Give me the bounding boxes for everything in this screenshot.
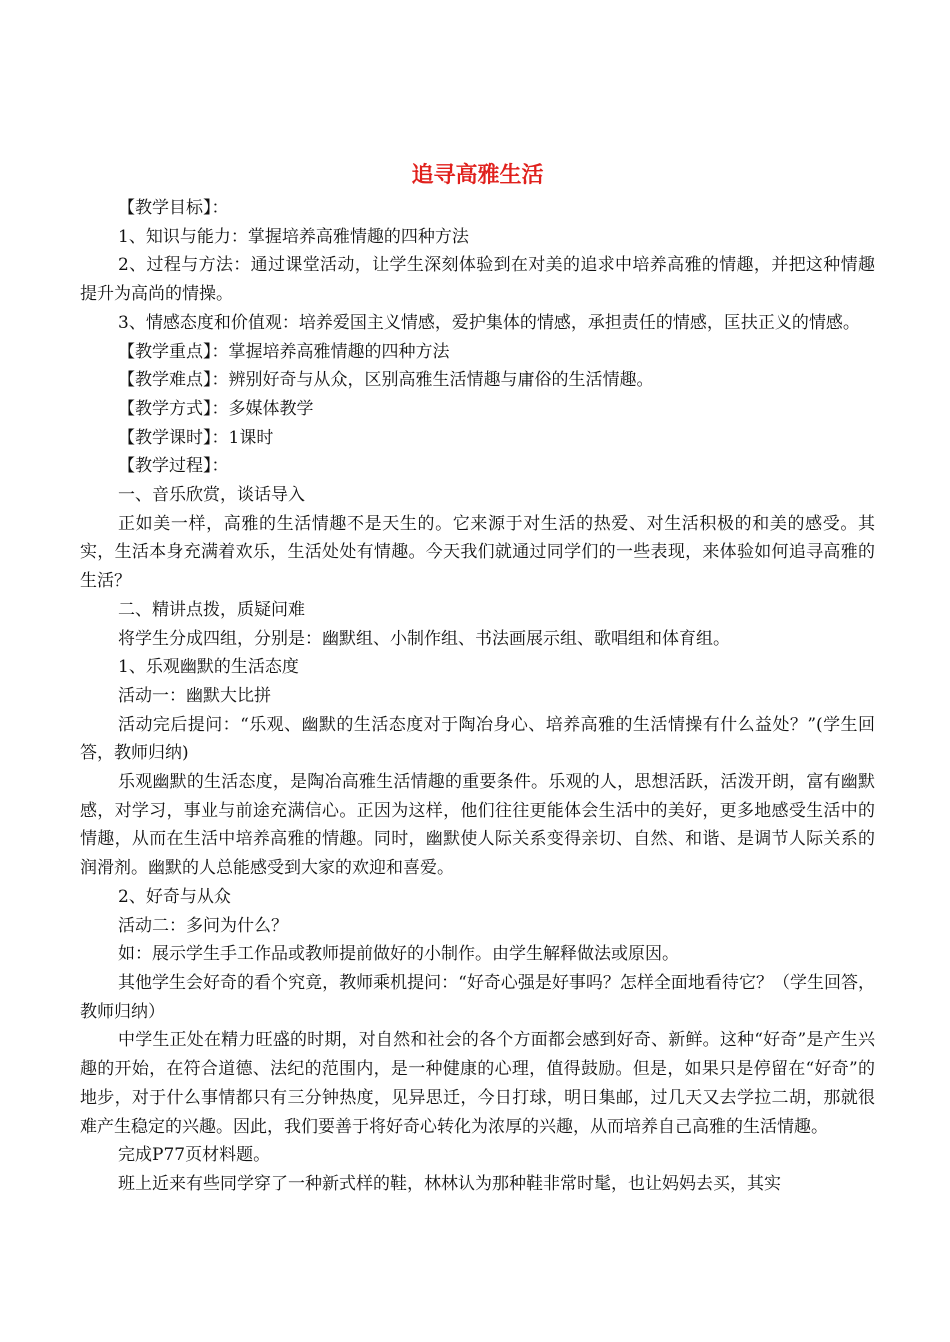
body-paragraph: 班上近来有些同学穿了一种新式样的鞋，林林认为那种鞋非常时髦，也让妈妈去买，其实 — [118, 1173, 781, 1194]
subheading: 2、好奇与从众 — [118, 886, 231, 907]
teaching-hours: 【教学课时】：1课时 — [118, 427, 274, 448]
body-paragraph: 中学生正处在精力旺盛的时期，对自然和社会的各个方面都会感到好奇、新鲜。这种“好奇”是产生兴趣的开始，在符合道德、法纪的范围内，是一种健康的心理，值得鼓励。但是，如果只是停留在“好奇”的地步，对于什么事情都只有三分钟热度，见异思迁，今日打球，明日集邮，过几天又去学拉二胡，那就很难产生稳定的兴趣。因此，我们要善于将好奇心转化为浓厚的兴趣，从而培养自己高雅的生活情趣。 — [80, 1030, 875, 1137]
document-title: 追寻高雅生活 — [411, 162, 544, 188]
body-paragraph: 正如美一样，高雅的生活情趣不是天生的。它来源于对生活的热爱、对生活积极的和美的感受。其实，生活本身充满着欢乐，生活处处有情趣。今天我们就通过同学们的一些表现，来体验如何追寻高雅的生活？ — [80, 513, 875, 592]
body-paragraph: 其他学生会好奇的看个究竟，教师乘机提问：“好奇心强是好事吗？怎样全面地看待它？（学生回答，教师归纳） — [80, 972, 875, 1022]
section-label-goals: 【教学目标】： — [118, 198, 229, 218]
document-page — [80, 160, 875, 1199]
section-label-process: 【教学过程】： — [118, 456, 229, 477]
heading-part-one: 一、音乐欣赏，谈话导入 — [118, 485, 305, 506]
body-paragraph: 活动完后提问：“乐观、幽默的生活态度对于陶冶身心、培养高雅的生活情操有什么益处？”(学生回答，教师归纳) — [80, 714, 875, 764]
body-paragraph: 将学生分成四组，分别是：幽默组、小制作组、书法画展示组、歌唱组和体育组。 — [118, 628, 730, 649]
activity-label: 活动二：多问为什么？ — [118, 915, 288, 936]
body-paragraph: 乐观幽默的生活态度，是陶冶高雅生活情趣的重要条件。乐观的人，思想活跃，活泼开朗，富有幽默感，对学习，事业与前途充满信心。正因为这样，他们往往更能体会生活中的美好，更多地感受生活中的情趣，从而在生活中培养高雅的情趣。同时，幽默使人际关系变得亲切、自然、和谐、是调节人际关系的润滑剂。幽默的人总能感受到大家的欢迎和喜爱。 — [80, 772, 875, 879]
body-paragraph: 如：展示学生手工作品或教师提前做好的小制作。由学生解释做法或原因。 — [118, 944, 679, 965]
teaching-difficulty: 【教学难点】：辨别好奇与从众，区别高雅生活情趣与庸俗的生活情趣。 — [118, 370, 654, 391]
heading-part-two: 二、精讲点拨，质疑问难 — [118, 599, 305, 620]
subheading: 1、乐观幽默的生活态度 — [118, 657, 299, 678]
teaching-method: 【教学方式】：多媒体教学 — [118, 398, 314, 419]
goal-knowledge: 1、知识与能力：掌握培养高雅情趣的四种方法 — [118, 226, 469, 247]
activity-label: 活动一：幽默大比拼 — [118, 685, 271, 706]
teaching-focus: 【教学重点】：掌握培养高雅情趣的四种方法 — [118, 341, 450, 362]
body-paragraph: 完成P77页材料题。 — [118, 1145, 271, 1166]
goal-emotion: 3、情感态度和价值观：培养爱国主义情感，爱护集体的情感，承担责任的情感，匡扶正义的情感。 — [118, 312, 860, 333]
goal-process: 2、过程与方法：通过课堂活动，让学生深刻体验到在对美的追求中培养高雅的情趣，并把这种情趣提升为高尚的情操。 — [80, 255, 875, 305]
